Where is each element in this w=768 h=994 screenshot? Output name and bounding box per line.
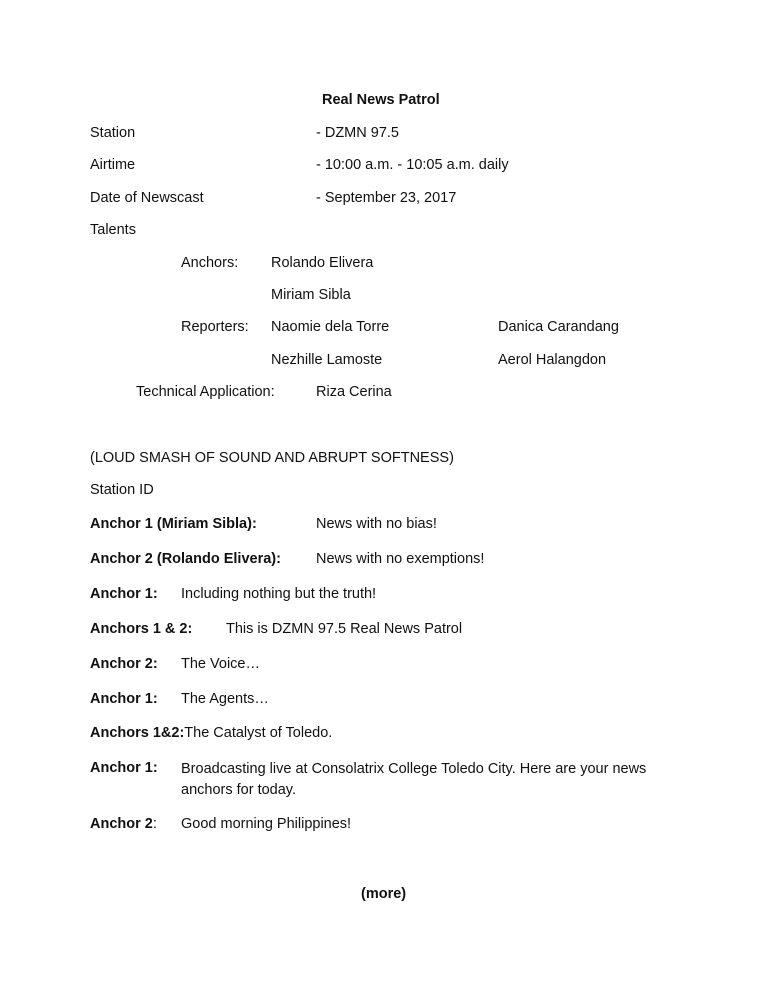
speaker-label: Anchor 1: xyxy=(90,760,158,776)
speaker-label: Anchor 1 (Miriam Sibla): xyxy=(90,516,257,532)
speaker-label: Anchor 2: xyxy=(90,656,158,672)
dialogue-text: News with no exemptions! xyxy=(316,551,485,567)
dialogue-line xyxy=(90,815,157,833)
reporter-name: Naomie dela Torre xyxy=(271,319,390,335)
anchor-name: Rolando Elivera xyxy=(271,255,374,271)
dialogue-text: Good morning Philippines! xyxy=(181,816,352,832)
dialogue-text: The Agents… xyxy=(181,691,269,707)
technical-label: Technical Application: xyxy=(136,384,275,400)
anchors-label: Anchors: xyxy=(181,255,239,271)
dialogue-text: Broadcasting live at Consolatrix College Toledo City. Here are your news anchors for today. xyxy=(181,761,647,798)
station-label: Station xyxy=(90,125,136,141)
airtime-label: Airtime xyxy=(90,157,136,173)
dialogue-text: News with no bias! xyxy=(316,516,437,532)
airtime-value: - 10:00 a.m. - 10:05 a.m. daily xyxy=(316,157,509,173)
speaker-label: Anchor 2 xyxy=(90,816,153,832)
date-label: Date of Newscast xyxy=(90,190,204,206)
speaker-label: Anchor 1: xyxy=(90,691,158,707)
reporter-name: Aerol Halangdon xyxy=(498,352,607,368)
anchor-name: Miriam Sibla xyxy=(271,287,351,303)
speaker-label: Anchor 1: xyxy=(90,586,158,602)
speaker-label: Anchor 2 (Rolando Elivera): xyxy=(90,551,281,567)
speaker-label: Anchors 1&2: xyxy=(90,725,185,741)
reporter-name: Danica Carandang xyxy=(498,319,619,335)
document-title: Real News Patrol xyxy=(322,92,440,108)
dialogue-text: The Catalyst of Toledo. xyxy=(184,725,333,741)
talents-label: Talents xyxy=(90,222,136,238)
technical-value: Riza Cerina xyxy=(316,384,392,400)
station-value: - DZMN 97.5 xyxy=(316,125,399,141)
dialogue-line xyxy=(90,724,332,742)
date-value: - September 23, 2017 xyxy=(316,190,457,206)
sound-cue: (LOUD SMASH OF SOUND AND ABRUPT SOFTNESS) xyxy=(90,450,454,466)
station-id: Station ID xyxy=(90,482,154,498)
reporter-name: Nezhille Lamoste xyxy=(271,352,383,368)
reporters-label: Reporters: xyxy=(181,319,249,335)
dialogue-text: Including nothing but the truth! xyxy=(181,586,377,602)
dialogue-text: The Voice… xyxy=(181,656,260,672)
speaker-colon: : xyxy=(152,816,157,832)
more-indicator: (more) xyxy=(361,886,407,902)
speaker-label: Anchors 1 & 2: xyxy=(90,621,193,637)
dialogue-text: This is DZMN 97.5 Real News Patrol xyxy=(226,621,463,637)
